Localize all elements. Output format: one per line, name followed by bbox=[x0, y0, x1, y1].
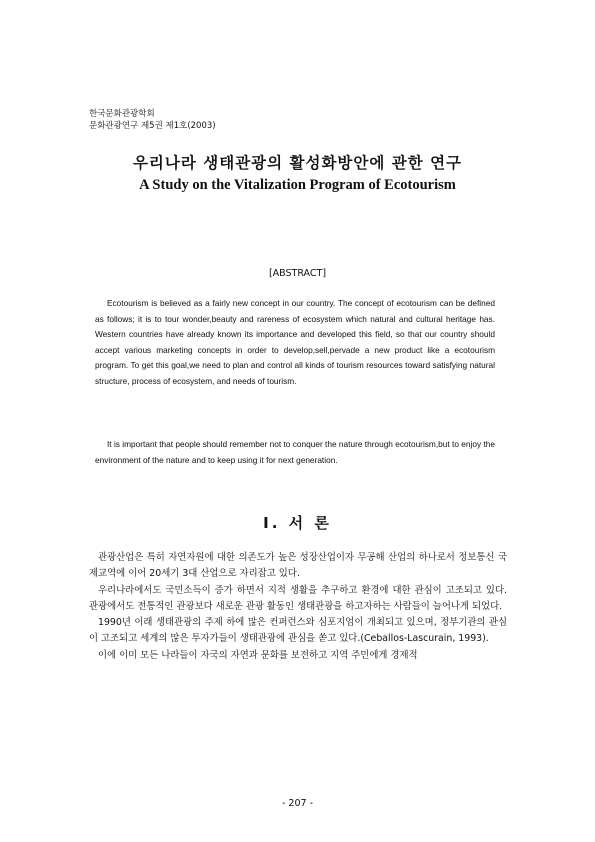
abstract-paragraph: It is important that people should remember not to conquer the nature through ecotourism,but to enjoy the environment of the nature and to keep using it for next generation. bbox=[95, 439, 495, 465]
body-paragraph: 관광산업은 특히 자연자원에 대한 의존도가 높은 성장산업이자 무공해 산업의 하나로서 정보통신 국제교역에 이어 20세기 3대 산업으로 자리잡고 있다. bbox=[89, 552, 507, 580]
abstract-body bbox=[95, 296, 495, 390]
title-english: A Study on the Vitalization Program of Ecotourism bbox=[139, 177, 456, 193]
abstract-paragraph: Ecotourism is believed as a fairly new concept in our country. The concept of ecotourism can be defined as follows; it is to tour wonder,beauty and rareness of ecosystem which natural and cultural heritage has. Western countries have already known its importance and developed this field, so that our country should accept various marketing concepts in order to develop,sell,pervade a new product like a ecotourism program. To get this goal,we need to plan and control all kinds of tourism resources toward satisfying natural structure, process of ecosystem, and needs of tourism. bbox=[95, 298, 495, 386]
abstract-body-2 bbox=[95, 437, 495, 468]
page-number: - 207 - bbox=[281, 798, 314, 809]
body-text bbox=[89, 550, 507, 664]
body-paragraph: 이에 이미 모든 나라들이 자국의 자연과 문화를 보전하고 지역 주민에게 경제적 bbox=[98, 649, 418, 661]
abstract-heading: [ABSTRACT] bbox=[268, 268, 327, 279]
journal-society: 한국문화관광학회 bbox=[89, 109, 155, 119]
title-korean: 우리나라 생태관광의 활성화방안에 관한 연구 bbox=[132, 154, 463, 172]
body-paragraph: 우리나라에서도 국민소득이 증가 하면서 지적 생활을 추구하고 환경에 대한 관심이 고조되고 있다. 관광에서도 전통적인 관광보다 새로운 관광 활동인 생태관광을 하고자하는 사람들이 늘어나게 되었다. bbox=[89, 584, 507, 612]
section-heading: Ⅰ. 서 론 bbox=[263, 514, 332, 532]
body-paragraph: 1990년 이래 생태관광의 주제 하에 많은 컨퍼런스와 심포지엄이 개최되고 있으며, 정부기관의 관심이 고조되고 세계의 많은 투자가들이 생태관광에 관심을 쏟고 있다.(Ceballos-Lascurain, 1993). bbox=[89, 617, 507, 645]
journal-citation: 문화관광연구 제5권 제1호(2003) bbox=[89, 121, 216, 131]
